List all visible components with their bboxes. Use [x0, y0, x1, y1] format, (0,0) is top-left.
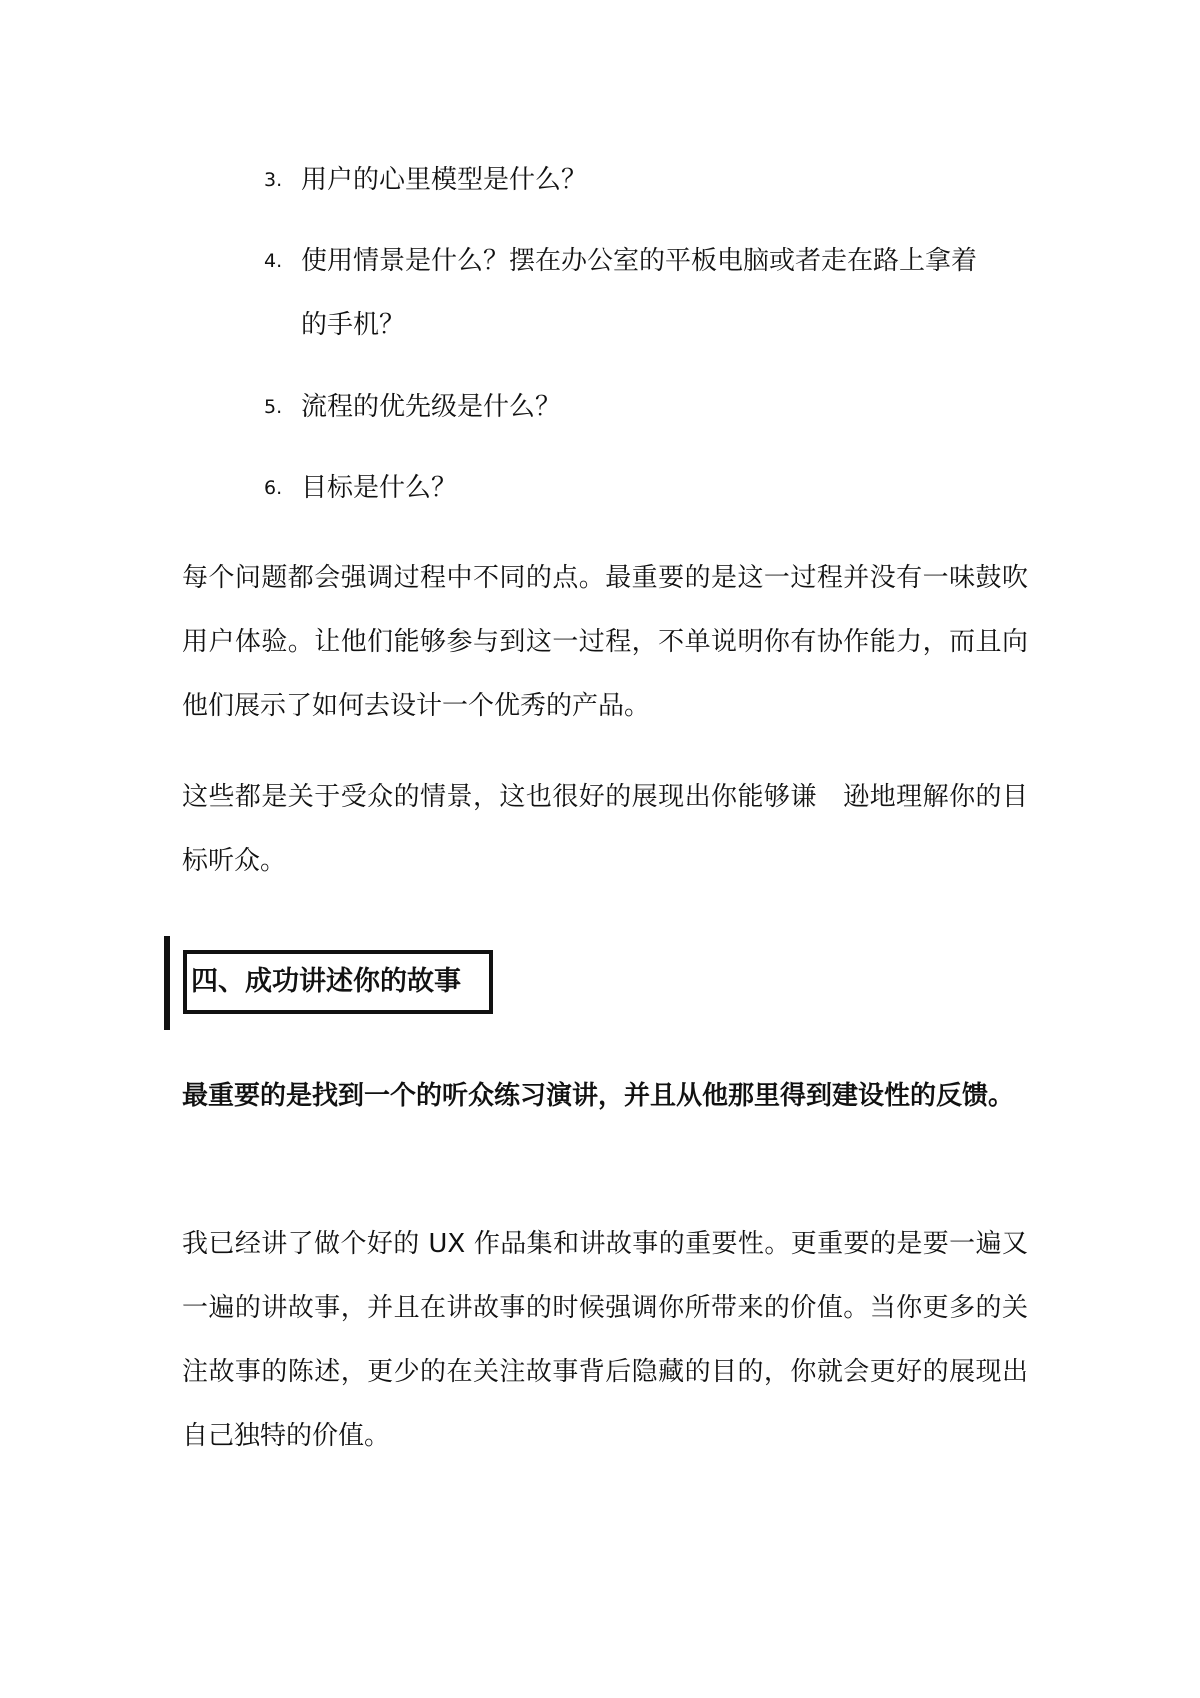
paragraph: 每个问题都会强调过程中不同的点。最重要的是这一过程并没有一味鼓吹用户体验。让他们能够参与到这一过程，不单说明你有协作能力，而且向他们展示了如何去设计一个优秀的产品。	[182, 563, 1028, 721]
paragraph: 这些都是关于受众的情景，这也很好的展现出你能够谦 逊地理解你的目标听众。	[182, 782, 1028, 876]
list-number: 3.	[264, 169, 283, 191]
list-number: 6.	[264, 477, 283, 499]
list-text: 用户的心里模型是什么？	[301, 165, 588, 195]
section-heading: 四、成功讲述你的故事	[183, 950, 493, 1014]
list-number: 4.	[264, 250, 283, 272]
heading-accent-bar	[164, 936, 170, 1030]
list-text: 使用情景是什么？摆在办公室的平板电脑或者走在路上拿着的手机？	[301, 246, 978, 340]
list-text: 目标是什么？	[301, 473, 458, 503]
list-number: 5.	[264, 396, 283, 418]
paragraph: 我已经讲了做个好的 UX 作品集和讲故事的重要性。更重要的是要一遍又一遍的讲故事，并且在讲故事的时候强调你所带来的价值。当你更多的关注故事的陈述，更少的在关注故事背后隐藏的目的，你就会更好的展现出自己独特的价值。	[182, 1229, 1028, 1451]
list-text: 流程的优先级是什么？	[301, 392, 562, 422]
bold-paragraph: 最重要的是找到一个的听众练习演讲，并且从他那里得到建设性的反馈。	[182, 1081, 1015, 1111]
